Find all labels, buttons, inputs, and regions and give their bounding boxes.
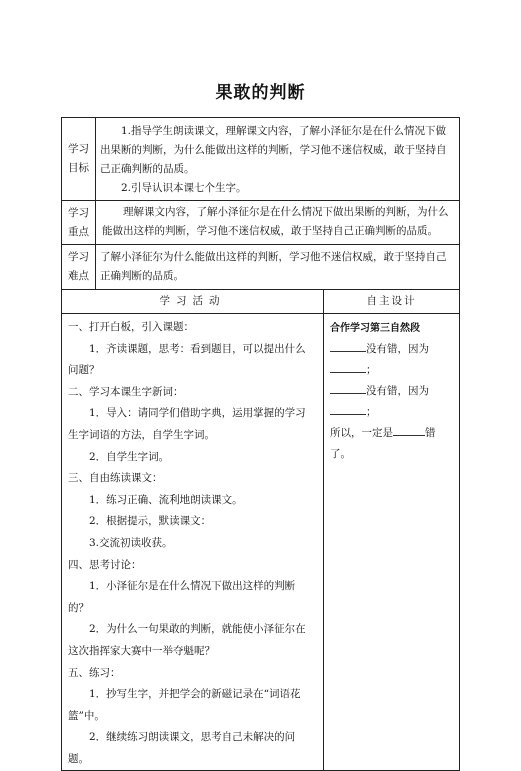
activity-line: 三、自由练读课文：: [68, 472, 163, 485]
page-title: 果敢的判断: [215, 83, 306, 103]
key-points-content: [96, 201, 460, 245]
activity-line: 1．练习正确、流利地朗读课文。: [89, 493, 243, 506]
activity-line: 2．为什么一句果敢的判断，就能使小泽征尔在这次指挥家大赛中一举夺魁呢？: [68, 623, 306, 657]
design-content: [324, 314, 460, 771]
design-line-1: 没有错，因为: [330, 339, 453, 360]
activity-line: 3.交流初读收获。: [89, 536, 173, 549]
activity-line: 五、练习：: [68, 666, 121, 679]
goals-content: [96, 118, 460, 201]
goals-row: [62, 118, 460, 201]
answer-blank: [330, 402, 366, 415]
content-row: [62, 314, 460, 771]
goal-item-1: 1.指导学生朗读课文，理解课文内容，了解小泽征尔是在什么情况下做出果断的判断，为什么能做出这样的判断，学习他不迷信权威，敢于坚持自己正确判断的品质。: [100, 125, 447, 175]
activity-line: 四、思考讨论：: [68, 558, 142, 571]
design-line-1b: ；: [330, 360, 453, 381]
activity-line: 二、学习本课生字新词：: [68, 385, 184, 398]
goals-label: 学习 目标: [62, 118, 96, 201]
section-header-row: [62, 290, 460, 314]
activity-line: 1．小泽征尔是在什么情况下做出这样的判断的？: [68, 580, 296, 614]
difficulties-text: 了解小泽征尔为什么能做出这样的判断，学习他不迷信权威，敢于坚持自己正确判断的品质。: [100, 251, 447, 282]
answer-blank: [330, 360, 366, 373]
difficulties-content: [96, 245, 460, 290]
activity-line: 2．继续练习朗读课文，思考自己未解决的问题。: [68, 731, 296, 765]
key-points-text: 理解课文内容，了解小泽征尔是在什么情况下做出果断的判断，为什么能做出这样的判断，学习他不迷信权威，敢于坚持自己正确判断的品质。: [102, 206, 449, 237]
difficulties-row: [62, 245, 460, 290]
key-points-label: 学习 重点: [62, 201, 96, 245]
difficulties-label: 学习 难点: [62, 245, 96, 290]
goal-item-2: 2.引导认识本课七个生字。: [121, 182, 247, 194]
answer-blank: [330, 381, 366, 394]
design-header: 自主设计: [324, 290, 460, 314]
answer-blank: [393, 423, 425, 436]
activity-line: 1．齐读课题，思考：看到题目，可以提出什么问题？: [68, 342, 306, 377]
activity-line: 一、打开白板，引入课题：: [68, 321, 194, 333]
design-heading: 合作学习第三自然段: [330, 323, 420, 334]
design-conclusion: 所以，一定是 错了。: [330, 423, 453, 465]
activities-header: 学习活动: [62, 290, 324, 314]
activity-line: 2．根据提示，默读课文：: [89, 515, 212, 528]
key-points-row: [62, 201, 460, 245]
lesson-plan-table: [61, 117, 460, 771]
activity-line: 1．抄写生字，并把学会的新磁记录在“词语花篮”中。: [68, 688, 301, 722]
activity-line: 2．自学生字词。: [89, 450, 170, 463]
design-line-2b: ；: [330, 402, 453, 423]
activity-line: 1．导入：请同学们借助字典，运用掌握的学习生字词语的方法，自学生字词。: [68, 407, 306, 441]
activities-content: [62, 314, 324, 771]
answer-blank: [330, 339, 366, 352]
design-line-2: 没有错，因为: [330, 381, 453, 402]
